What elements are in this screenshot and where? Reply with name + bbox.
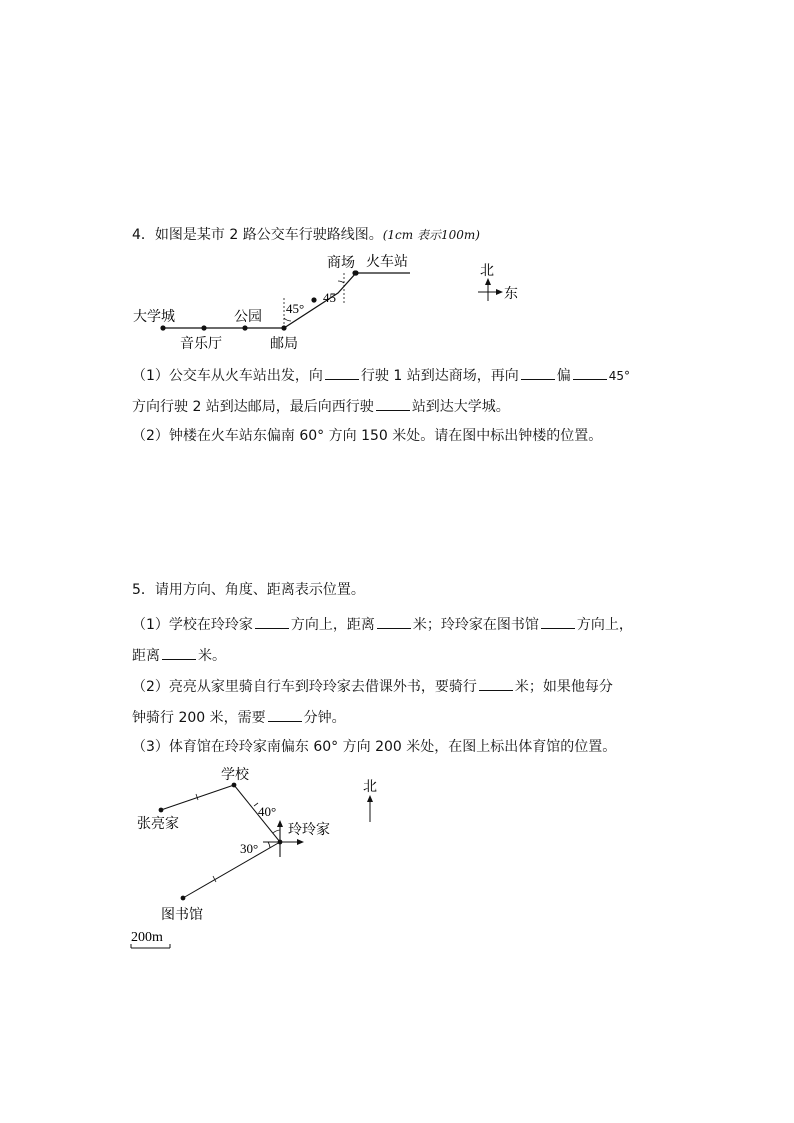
q5-p1-line2-text-a: 距离 (132, 648, 160, 664)
stop-huochezhan (352, 270, 357, 275)
label-xuexiao: 学校 (221, 767, 249, 783)
q5-p1-text-c: 米；玲玲家在图书馆 (412, 617, 539, 633)
q5-north-label: 北 (363, 779, 377, 795)
q4-part1-text-a: （1）公交车从火车站出发，向 (132, 368, 323, 384)
q4-blank-2[interactable] (521, 365, 555, 380)
label-yinleting: 音乐厅 (180, 336, 222, 352)
label-zhangliangjia: 张亮家 (137, 816, 179, 832)
label-angle-45-a: 45° (286, 301, 305, 316)
q4-angle-arc-1 (284, 318, 291, 321)
q4-part1-text-c: 偏 (556, 368, 571, 384)
q5-p2-line2-text-a: 钟骑行 200 米，需要 (132, 710, 266, 726)
q4-part1-line1 (132, 365, 630, 385)
q5-p1-line1 (132, 614, 633, 634)
q5-p2-text-a: （2）亮亮从家里骑自行车到玲玲家去借课外书，要骑行 (132, 679, 477, 695)
label-angle-40: 40° (258, 804, 277, 819)
q4-part1-line2-text-a: 方向行驶 2 站到达邮局，最后向西行驶 (132, 399, 374, 415)
q5-blank-3[interactable] (541, 614, 575, 629)
q4-part1-line2-text-b: 站到达大学城。 (411, 399, 510, 415)
q5-p1-line2 (132, 645, 226, 665)
q5-blank-2[interactable] (377, 614, 411, 629)
scale-bar (131, 930, 170, 948)
q4-route-map (120, 252, 540, 352)
point-zhangliangjia (159, 808, 164, 813)
q5-p2-text-b: 米；如果他每分 (514, 679, 613, 695)
q4-part1-line2 (132, 396, 510, 416)
angle-arc-40 (273, 830, 280, 833)
q5-north-arrow (363, 779, 377, 822)
q4-compass (478, 263, 518, 302)
q5-p2-line2-text-b: 分钟。 (303, 710, 346, 726)
q5-p2-line2 (132, 707, 346, 727)
q5-blank-6[interactable] (268, 707, 302, 722)
q5-blank-1[interactable] (255, 614, 289, 629)
q5-p1-text-b: 方向上，距离 (290, 617, 375, 633)
label-daxuecheng: 大学城 (133, 309, 175, 325)
label-linglingjia: 玲玲家 (288, 822, 330, 838)
label-tushuguan: 图书馆 (161, 907, 203, 923)
q5-p3-text: （3）体育馆在玲玲家南偏东 60° 方向 200 米处，在图上标出体育馆的位置。 (132, 739, 617, 755)
q5-title-text: 5．请用方向、角度、距离表示位置。 (132, 582, 365, 598)
label-youju: 邮局 (270, 336, 298, 352)
q4-blank-1[interactable] (325, 365, 359, 380)
stop-daxuecheng (160, 325, 165, 330)
stop-yinleting (201, 325, 206, 330)
q4-part1-text-b: 行驶 1 站到达商场，再向 (360, 368, 519, 384)
q5-blank-4[interactable] (162, 645, 196, 660)
q4-east-label: 东 (504, 286, 518, 302)
label-gongyuan: 公园 (234, 309, 262, 325)
q4-blank-4[interactable] (376, 396, 410, 411)
q4-part2 (132, 427, 602, 445)
q4-part2-text: （2）钟楼在火车站东偏南 60° 方向 150 米处。请在图中标出钟楼的位置。 (132, 428, 603, 444)
q5-position-map (125, 762, 425, 952)
q5-title (132, 581, 365, 599)
scale-label: 200m (131, 930, 163, 945)
q5-p1-line2-text-b: 米。 (198, 648, 226, 664)
q4-title (132, 226, 480, 244)
q4-north-label: 北 (480, 263, 494, 279)
line-lingling-tushuguan (183, 842, 280, 898)
q4-part1-text-d: 45° (608, 369, 631, 383)
q4-title-text: 4．如图是某市 2 路公交车行驶路线图。 (132, 227, 383, 243)
stop-gongyuan (242, 325, 247, 330)
stop-mid (311, 297, 316, 302)
q5-p2-line1 (132, 676, 613, 696)
q4-blank-3[interactable] (573, 365, 607, 380)
q5-p1-text-d: 方向上， (576, 617, 633, 633)
label-angle-30: 30° (240, 841, 259, 856)
point-tushuguan (181, 896, 186, 901)
q5-p3 (132, 738, 616, 756)
q4-scale-note: (1cm 表示100m) (382, 228, 480, 242)
label-shangchang: 商场 (327, 255, 355, 271)
q4-angle-arc-2 (338, 281, 344, 283)
angle-arc-30 (268, 842, 270, 848)
label-huochezhan: 火车站 (366, 254, 408, 270)
q5-p1-text-a: （1）学校在玲玲家 (132, 617, 253, 633)
point-xuexiao (232, 783, 237, 788)
label-angle-45-b: 45 (323, 290, 336, 305)
q5-blank-5[interactable] (479, 676, 513, 691)
